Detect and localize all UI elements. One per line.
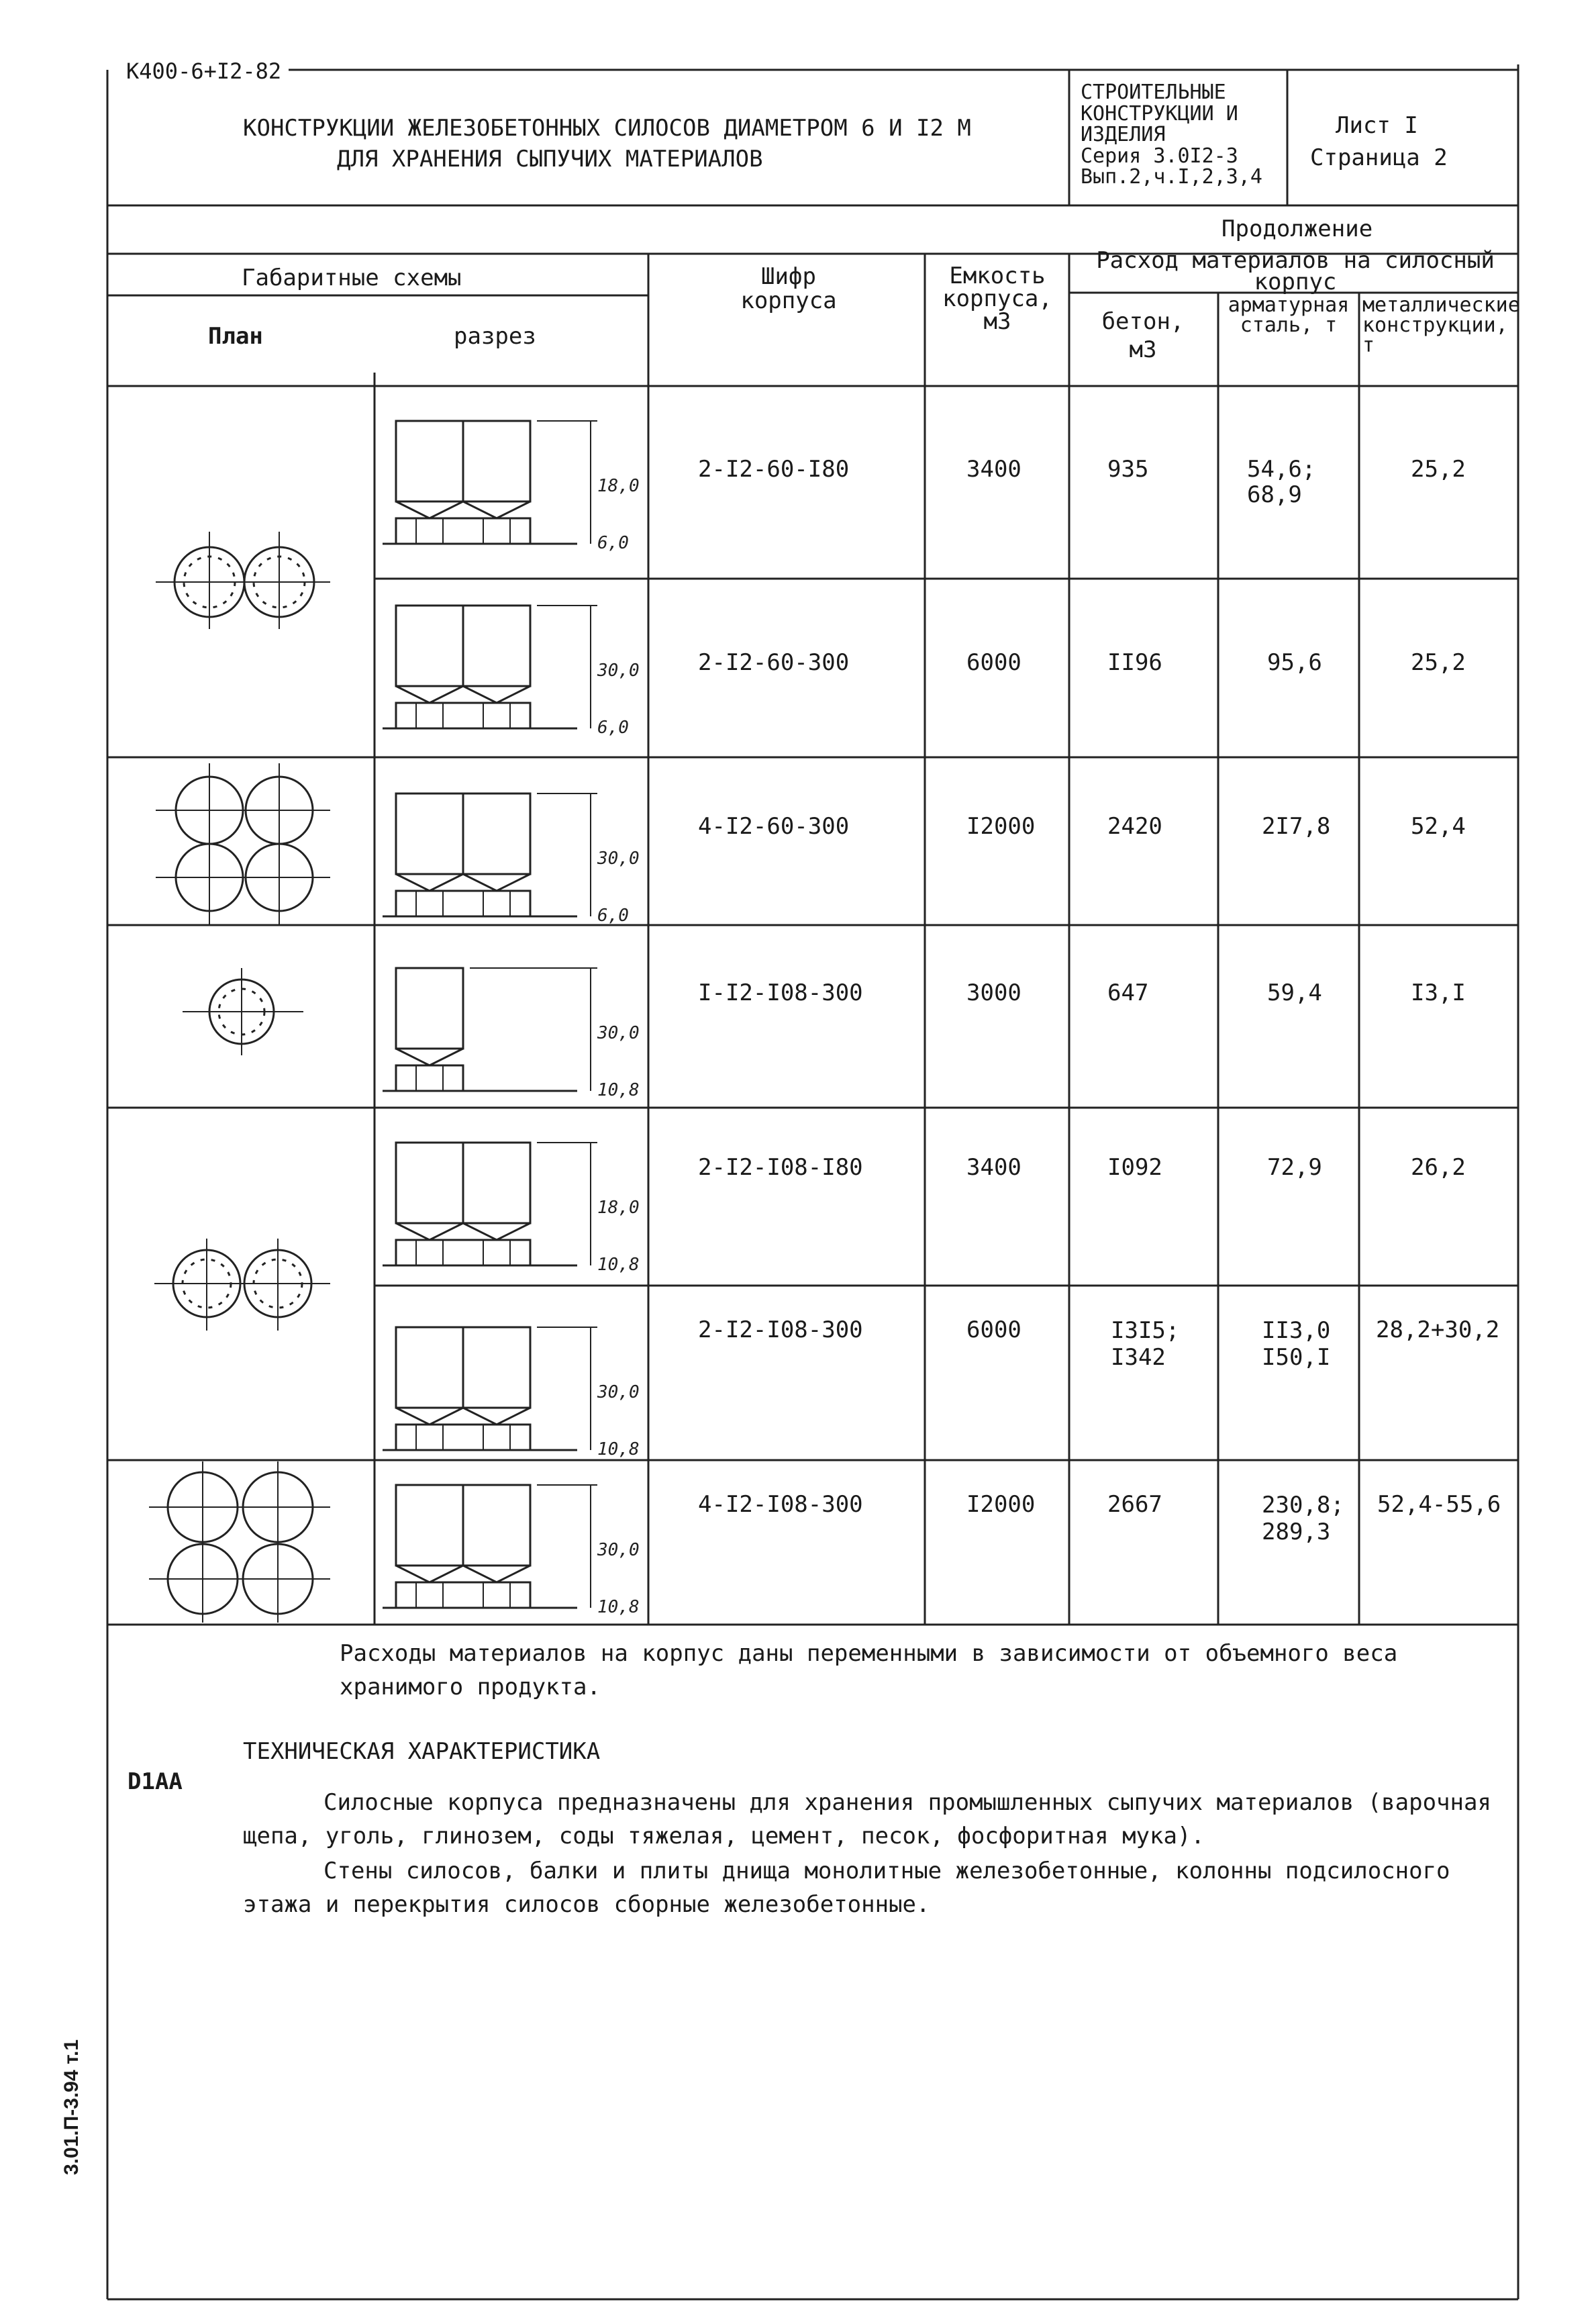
rebar-cell: 2I7,8: [1262, 813, 1331, 840]
section-row-6-icon: [383, 1327, 597, 1450]
title-line-1: КОНСТРУКЦИИ ЖЕЛЕЗОБЕТОННЫХ СИЛОСОВ ДИАМЕТРОМ 6 И I2 М: [243, 115, 971, 142]
cipher-cell: 2-I2-I08-I80: [698, 1154, 863, 1181]
page-label: Страница 2: [1310, 144, 1448, 171]
metal-cell: 26,2: [1411, 1154, 1466, 1181]
section-row-1-icon: [383, 421, 597, 544]
concrete-cell: 2420: [1107, 813, 1162, 840]
series-line: ИЗДЕЛИЯ: [1081, 123, 1166, 146]
doc-code: К400-6+I2-82: [126, 58, 282, 84]
series-block: [1081, 82, 1262, 188]
capacity-cell: I2000: [966, 1491, 1036, 1518]
header-concrete: бетон, м3: [1101, 308, 1185, 363]
side-stamp: 3.01.П-3.94 т.1: [60, 2039, 83, 2175]
concrete-cell: 2667: [1107, 1491, 1162, 1518]
concrete-cell: 647: [1107, 979, 1149, 1006]
header-plan: План: [208, 323, 263, 350]
capacity-cell: I2000: [966, 813, 1036, 840]
cipher-cell: 2-I2-60-I80: [698, 456, 850, 483]
height-label: 6,0: [597, 533, 629, 553]
margin-mark: D1AA: [128, 1768, 183, 1795]
rebar-cell: 230,8; 289,3: [1262, 1492, 1344, 1545]
series-line: Вып.2,ч.I,2,3,4: [1081, 165, 1262, 189]
height-label: 10,8: [597, 1255, 640, 1275]
tech-text-2: Стены силосов, балки и плиты днища монолитные железобетонные, колонны подсилосного этажа и перекрытия силосов сборные железобетонные.: [243, 1858, 1450, 1918]
metal-cell: 25,2: [1411, 456, 1466, 483]
section-row-3-icon: [383, 794, 597, 916]
height-label: 30,0: [597, 661, 640, 681]
height-label: 10,8: [597, 1597, 640, 1617]
section-row-7-icon: [383, 1485, 597, 1608]
cipher-cell: I-I2-I08-300: [698, 979, 863, 1006]
plan-drawings: [109, 387, 373, 1624]
metal-cell: 25,2: [1411, 649, 1466, 676]
tech-text-1: Силосные корпуса предназначены для хранения промышленных сыпучих материалов (варочная щепа, уголь, глинозем, соды тяжелая, цемент, песок, фосфоритная мука).: [243, 1789, 1491, 1849]
capacity-cell: 3000: [966, 979, 1021, 1006]
height-label: 10,8: [597, 1439, 640, 1459]
height-label: 30,0: [597, 1023, 640, 1043]
tech-title: ТЕХНИЧЕСКАЯ ХАРАКТЕРИСТИКА: [243, 1738, 601, 1765]
section-row-2-icon: [383, 606, 597, 728]
plan-1-silo-icon: [183, 968, 303, 1055]
height-label: 30,0: [597, 1382, 640, 1402]
continuation-label: Продолжение: [1221, 215, 1373, 242]
concrete-cell: I092: [1107, 1154, 1162, 1181]
capacity-cell: 3400: [966, 1154, 1021, 1181]
concrete-cell: I3I5; I342: [1111, 1317, 1180, 1371]
height-label: 18,0: [597, 476, 640, 496]
rebar-cell: 95,6: [1267, 649, 1322, 676]
series-line: СТРОИТЕЛЬНЫЕ: [1081, 81, 1226, 104]
plan-4-silos-6m-icon: [156, 763, 330, 924]
plan-2-silos-6m-icon: [156, 532, 330, 629]
series-line: Серия 3.0I2-3: [1081, 144, 1238, 168]
plan-2-silos-10m-icon: [154, 1239, 330, 1331]
header-cipher: Шифр корпуса: [740, 263, 837, 314]
section-row-5-icon: [383, 1143, 597, 1265]
title-line-2: ДЛЯ ХРАНЕНИЯ СЫПУЧИХ МАТЕРИАЛОВ: [337, 146, 763, 173]
materials-note: Расходы материалов на корпус даны переменными в зависимости от объемного веса хранимого продукта.: [340, 1640, 1398, 1700]
cipher-cell: 4-I2-I08-300: [698, 1491, 863, 1518]
header-consumption: Расход материалов на силосный корпус: [1096, 247, 1495, 295]
height-label: 30,0: [597, 849, 640, 869]
height-label: 30,0: [597, 1540, 640, 1560]
rebar-cell: 54,6; 68,9: [1247, 456, 1316, 508]
rebar-cell: II3,0 I50,I: [1262, 1317, 1331, 1371]
cipher-cell: 2-I2-60-300: [698, 649, 850, 676]
concrete-cell: 935: [1107, 456, 1149, 483]
series-line: КОНСТРУКЦИИ И: [1081, 101, 1238, 126]
rebar-cell: 72,9: [1267, 1154, 1322, 1181]
metal-cell: I3,I: [1411, 979, 1466, 1006]
header-section: разрез: [454, 323, 536, 350]
cipher-cell: 2-I2-I08-300: [698, 1316, 863, 1343]
metal-cell: 52,4-55,6: [1377, 1491, 1501, 1518]
header-rebar: арматурная сталь, т: [1228, 293, 1350, 337]
rebar-cell: 59,4: [1267, 979, 1322, 1006]
cipher-cell: 4-I2-60-300: [698, 813, 850, 840]
header-capacity: Емкость корпуса, м3: [942, 262, 1052, 335]
concrete-cell: II96: [1107, 649, 1162, 676]
capacity-cell: 3400: [966, 456, 1021, 483]
height-label: 18,0: [597, 1198, 640, 1218]
header-metal: металлические конструкции, т: [1362, 293, 1520, 357]
plan-4-silos-10m-icon: [149, 1461, 330, 1623]
height-label: 6,0: [597, 906, 629, 926]
height-label: 6,0: [597, 718, 629, 738]
height-label: 10,8: [597, 1080, 640, 1100]
metal-cell: 28,2+30,2: [1376, 1316, 1500, 1343]
section-drawings: [376, 387, 647, 1624]
capacity-cell: 6000: [966, 1316, 1021, 1343]
sheet-label: Лист I: [1336, 112, 1418, 139]
header-schemes: Габаритные схемы: [242, 265, 462, 291]
metal-cell: 52,4: [1411, 813, 1466, 840]
section-row-4-icon: [383, 968, 597, 1091]
capacity-cell: 6000: [966, 649, 1021, 676]
